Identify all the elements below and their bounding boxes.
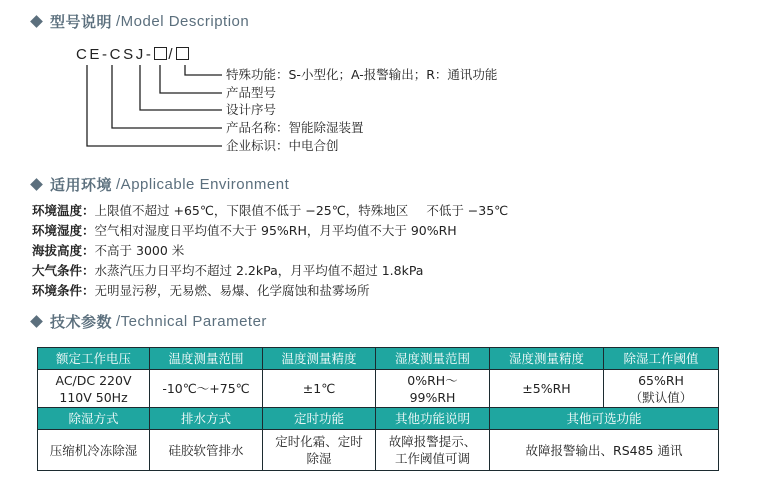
cell-line: 99%RH xyxy=(409,389,456,405)
table-header-cell: 湿度测量精度 xyxy=(490,348,604,370)
table-header-row xyxy=(38,408,719,430)
table-header-cell: 除湿方式 xyxy=(38,408,150,430)
model-connector-lines xyxy=(0,0,766,170)
table-cell-drain-method: 硅胶软管排水 xyxy=(150,430,263,471)
table-cell-hum-range xyxy=(376,370,490,408)
table-header-cell: 湿度测量范围 xyxy=(376,348,490,370)
tech-section-title xyxy=(32,309,592,333)
cell-line: （默认值） xyxy=(629,389,693,405)
table-row xyxy=(38,430,719,471)
cell-line: 110V 50Hz xyxy=(59,389,128,405)
env-value: 上限值不超过 +65℃，下限值不低于 −25℃，特殊地区 xyxy=(94,203,409,218)
table-cell-other-functions xyxy=(376,430,490,471)
env-value: 空气相对湿度日平均值不大于 95%RH，月平均值不大于 90%RH xyxy=(94,223,457,238)
table-cell-hum-accuracy: ±5%RH xyxy=(490,370,604,408)
table-cell-temp-accuracy: ±1℃ xyxy=(263,370,376,408)
cell-line: 故障报警提示、 xyxy=(388,434,477,449)
cell-line: 定时化霜、定时 xyxy=(275,434,363,449)
env-section-title xyxy=(32,172,592,196)
table-header-cell: 排水方式 xyxy=(150,408,263,430)
table-header-cell: 定时功能 xyxy=(263,408,376,430)
model-desc-special: 特殊功能：S-小型化；A-报警输出；R：通讯功能 xyxy=(226,67,498,82)
model-code-design: J xyxy=(135,46,146,63)
table-header-cell: 其他可选功能 xyxy=(490,408,719,430)
cell-line: AC/DC 220V xyxy=(55,372,132,388)
diamond-icon xyxy=(30,315,43,328)
table-header-row xyxy=(38,348,719,370)
table-header-cell: 温度测量范围 xyxy=(150,348,263,370)
table-header-cell: 除湿工作阈值 xyxy=(604,348,719,370)
cell-line: 工作阈值可调 xyxy=(394,451,470,466)
model-title-cn: 型号说明 xyxy=(50,12,113,31)
model-desc-brand: 企业标识：中电合创 xyxy=(226,138,339,153)
env-row-temperature xyxy=(32,201,508,221)
env-value: 不高于 3000 米 xyxy=(94,243,185,258)
cell-line: 65%RH xyxy=(638,372,684,388)
tech-title-cn: 技术参数 xyxy=(50,312,113,331)
env-title-cn: 适用环境 xyxy=(50,175,113,194)
table-cell-voltage xyxy=(38,370,150,408)
model-desc-name: 产品名称：智能除湿装置 xyxy=(226,120,364,135)
table-cell-dehumid-method: 压缩机冷冻除湿 xyxy=(38,430,150,471)
env-row-humidity xyxy=(32,221,457,241)
model-code-prefix: CE xyxy=(76,46,103,63)
model-code-dash-2: - xyxy=(145,46,154,63)
env-row-altitude xyxy=(32,241,184,261)
diamond-icon xyxy=(30,178,43,191)
model-code-slash: / xyxy=(168,46,176,63)
env-extra: 不低于 −35℃ xyxy=(426,203,509,218)
env-row-conditions xyxy=(32,281,370,301)
cell-line: 除湿 xyxy=(306,451,332,466)
env-label: 环境温度： xyxy=(32,203,95,218)
model-code-series: CS xyxy=(109,46,136,63)
table-header-cell: 额定工作电压 xyxy=(38,348,150,370)
table-row xyxy=(38,370,719,408)
model-desc-type: 产品型号 xyxy=(226,85,277,100)
model-code-dash-1: - xyxy=(102,46,110,63)
table-cell-optional: 故障报警输出、RS485 通讯 xyxy=(490,430,719,471)
env-row-atmosphere xyxy=(32,261,423,281)
env-label: 环境湿度： xyxy=(32,223,95,238)
model-desc-design: 设计序号 xyxy=(226,102,277,117)
env-title-en: /Applicable Environment xyxy=(116,175,290,193)
env-label: 环境条件： xyxy=(32,283,95,298)
table-cell-threshold xyxy=(604,370,719,408)
env-label: 海拔高度： xyxy=(32,243,95,258)
table-header-cell: 温度测量精度 xyxy=(263,348,376,370)
table-header-cell: 其他功能说明 xyxy=(376,408,490,430)
tech-param-table xyxy=(37,347,719,471)
tech-title-en: /Technical Parameter xyxy=(116,312,267,330)
model-title-en: /Model Description xyxy=(116,12,250,30)
cell-line: 0%RH～ xyxy=(407,372,458,388)
env-label: 大气条件： xyxy=(32,263,95,278)
table-cell-timer xyxy=(263,430,376,471)
table-cell-temp-range: -10℃～+75℃ xyxy=(150,370,263,408)
env-value: 水蒸汽压力日平均不超过 2.2kPa，月平均值不超过 1.8kPa xyxy=(94,263,424,278)
env-value: 无明显污秽，无易燃、易爆、化学腐蚀和盐雾场所 xyxy=(94,283,370,298)
